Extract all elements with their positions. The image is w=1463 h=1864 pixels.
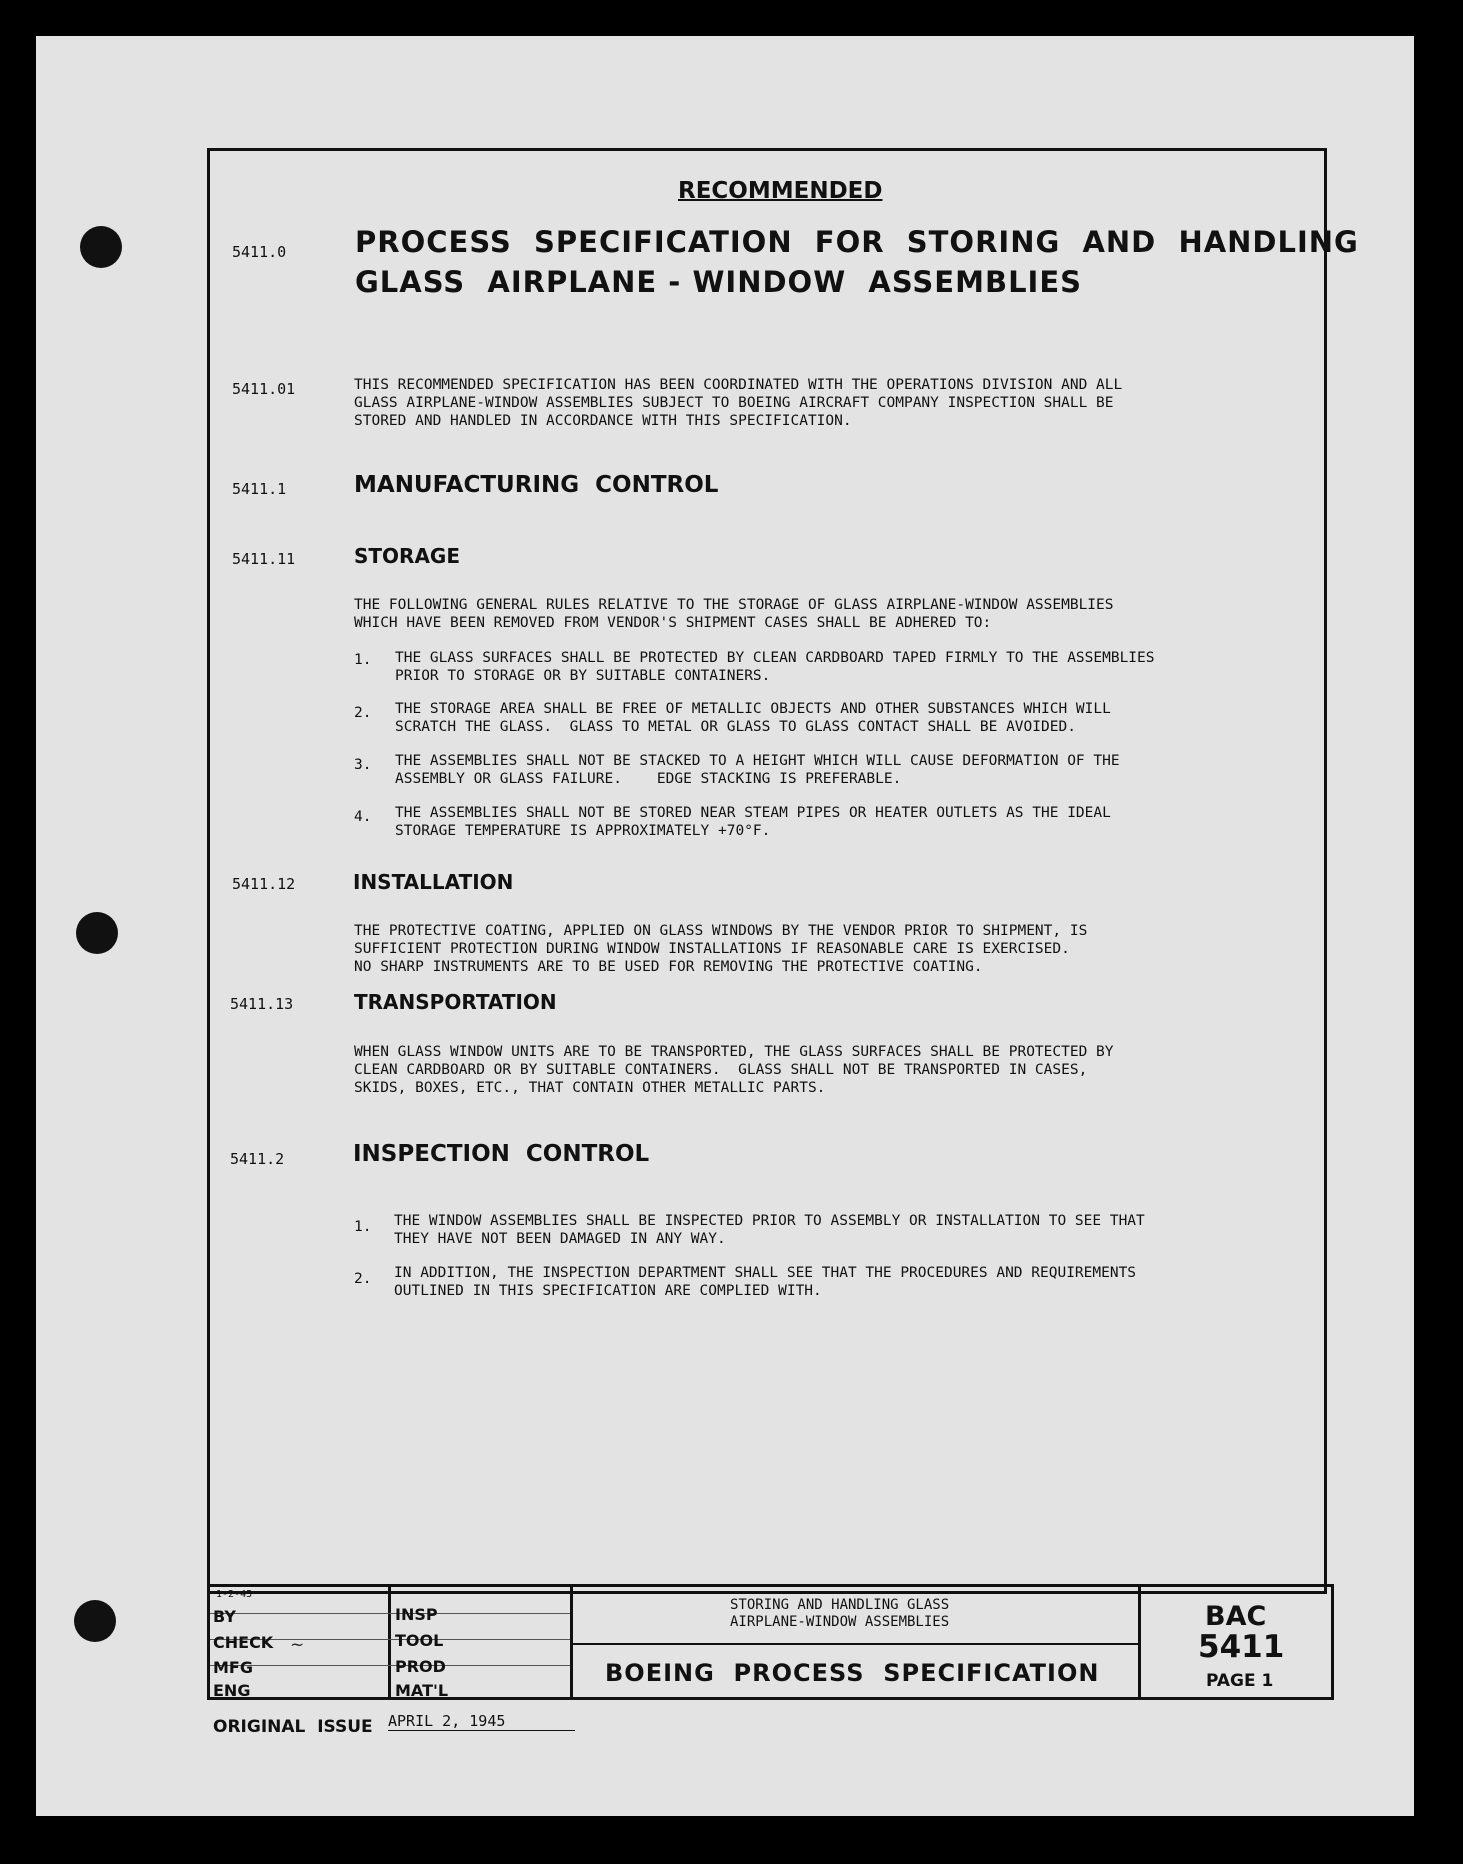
subject-text: STORING AND HANDLING GLASS AIRPLANE-WINDOW ASSEMBLIES bbox=[730, 1597, 950, 1630]
title-block-divider-1 bbox=[388, 1587, 391, 1697]
title-block-row-rule-1 bbox=[210, 1613, 570, 1614]
title-block bbox=[207, 1584, 1334, 1700]
page-title-line-1: PROCESS SPECIFICATION FOR STORING AND HANDLING bbox=[355, 225, 1359, 259]
storage-item-1-number: 1. bbox=[354, 652, 372, 668]
binder-hole-bottom bbox=[74, 1600, 116, 1642]
inspection-item-2-text: IN ADDITION, THE INSPECTION DEPARTMENT SHALL SEE THAT THE PROCEDURES AND REQUIREMENTS OUTLINED IN THIS SPECIFICATION ARE COMPLIED WITH. bbox=[394, 1265, 1137, 1299]
transportation-number: 5411.13 bbox=[230, 995, 294, 1013]
transportation-paragraph: WHEN GLASS WINDOW UNITS ARE TO BE TRANSPORTED, THE GLASS SURFACES SHALL BE PROTECTED BY CLEAN CARDBOARD OR BY SUITABLE CONTAINERS. GLASS SHALL NOT BE TRANSPORTED IN CASES, SKIDS, BOXES, ETC., THAT CONTAIN OTHER METALLIC PARTS. bbox=[354, 1044, 1114, 1096]
spec-number: 5411.0 bbox=[232, 243, 287, 261]
check-label: CHECK bbox=[213, 1633, 274, 1652]
spec-title: BOEING PROCESS SPECIFICATION bbox=[605, 1659, 1100, 1687]
storage-item-3-text: THE ASSEMBLIES SHALL NOT BE STACKED TO A HEIGHT WHICH WILL CAUSE DEFORMATION OF THE ASSEMBLY OR GLASS FAILURE. EDGE STACKING IS PREFERABLE. bbox=[395, 753, 1120, 787]
storage-number: 5411.11 bbox=[232, 550, 296, 568]
inspection-item-2-number: 2. bbox=[354, 1271, 372, 1287]
check-signature: ~ bbox=[290, 1635, 305, 1655]
storage-item-3-number: 3. bbox=[354, 757, 372, 773]
original-issue-date: APRIL 2, 1945 bbox=[388, 1712, 575, 1731]
approval-date: 1-2-45 bbox=[216, 1589, 253, 1600]
bac-label: BAC bbox=[1205, 1601, 1267, 1632]
page-title-line-2: GLASS AIRPLANE - WINDOW ASSEMBLIES bbox=[355, 265, 1083, 299]
insp-label: INSP bbox=[395, 1605, 438, 1624]
matl-label: MAT'L bbox=[395, 1681, 449, 1700]
storage-paragraph: THE FOLLOWING GENERAL RULES RELATIVE TO THE STORAGE OF GLASS AIRPLANE-WINDOW ASSEMBLIES WHICH HAVE BEEN REMOVED FROM VENDOR'S SHIPMENT CASES SHALL BE ADHERED TO: bbox=[354, 597, 1114, 631]
document-number: 5411 bbox=[1198, 1629, 1285, 1665]
page-number: PAGE 1 bbox=[1206, 1671, 1274, 1691]
installation-paragraph: THE PROTECTIVE COATING, APPLIED ON GLASS WINDOWS BY THE VENDOR PRIOR TO SHIPMENT, IS SUFFICIENT PROTECTION DURING WINDOW INSTALLATIONS IF REASONABLE CARE IS EXERCISED. NO SHARP INSTRUMENTS ARE TO BE USED FOR REMOVING THE PROTECTIVE COATING. bbox=[354, 923, 1088, 975]
storage-item-2-number: 2. bbox=[354, 705, 372, 721]
title-block-rule bbox=[570, 1643, 1138, 1645]
inspection-item-1-number: 1. bbox=[354, 1219, 372, 1235]
title-block-divider-3 bbox=[1138, 1587, 1141, 1697]
eng-label: ENG bbox=[213, 1681, 251, 1700]
installation-heading: INSTALLATION bbox=[353, 870, 514, 894]
recommended-label: RECOMMENDED bbox=[678, 178, 883, 204]
storage-item-4-number: 4. bbox=[354, 809, 372, 825]
binder-hole-top bbox=[80, 226, 122, 268]
inspection-number: 5411.2 bbox=[230, 1150, 285, 1168]
title-block-row-rule-3 bbox=[210, 1665, 570, 1666]
inspection-item-1-text: THE WINDOW ASSEMBLIES SHALL BE INSPECTED PRIOR TO ASSEMBLY OR INSTALLATION TO SEE THAT THEY HAVE NOT BEEN DAMAGED IN ANY WAY. bbox=[394, 1213, 1145, 1247]
storage-item-1-text: THE GLASS SURFACES SHALL BE PROTECTED BY CLEAN CARDBOARD TAPED FIRMLY TO THE ASSEMBLIES PRIOR TO STORAGE OR BY SUITABLE CONTAINERS. bbox=[395, 650, 1155, 684]
manufacturing-heading: MANUFACTURING CONTROL bbox=[354, 472, 719, 498]
tool-label: TOOL bbox=[395, 1631, 444, 1650]
storage-heading: STORAGE bbox=[354, 544, 461, 568]
prod-label: PROD bbox=[395, 1657, 446, 1676]
mfg-label: MFG bbox=[213, 1658, 253, 1677]
storage-item-4-text: THE ASSEMBLIES SHALL NOT BE STORED NEAR STEAM PIPES OR HEATER OUTLETS AS THE IDEAL STORAGE TEMPERATURE IS APPROXIMATELY +70°F. bbox=[395, 805, 1111, 839]
intro-paragraph: THIS RECOMMENDED SPECIFICATION HAS BEEN COORDINATED WITH THE OPERATIONS DIVISION AND ALL GLASS AIRPLANE-WINDOW ASSEMBLIES SUBJECT TO BOEING AIRCRAFT COMPANY INSPECTION SHALL BE STORED AND HANDLED IN ACCORDANCE WITH THIS SPECIFICATION. bbox=[354, 377, 1123, 429]
manufacturing-number: 5411.1 bbox=[232, 480, 287, 498]
installation-number: 5411.12 bbox=[232, 875, 296, 893]
transportation-heading: TRANSPORTATION bbox=[354, 990, 557, 1014]
inspection-heading: INSPECTION CONTROL bbox=[353, 1141, 650, 1167]
title-block-divider-2 bbox=[570, 1587, 573, 1697]
original-issue-label: ORIGINAL ISSUE bbox=[213, 1717, 373, 1737]
by-label: BY bbox=[213, 1607, 236, 1626]
binder-hole-middle bbox=[76, 912, 118, 954]
storage-item-2-text: THE STORAGE AREA SHALL BE FREE OF METALLIC OBJECTS AND OTHER SUBSTANCES WHICH WILL SCRATCH THE GLASS. GLASS TO METAL OR GLASS TO GLASS CONTACT SHALL BE AVOIDED. bbox=[395, 701, 1111, 735]
intro-number: 5411.01 bbox=[232, 380, 296, 398]
